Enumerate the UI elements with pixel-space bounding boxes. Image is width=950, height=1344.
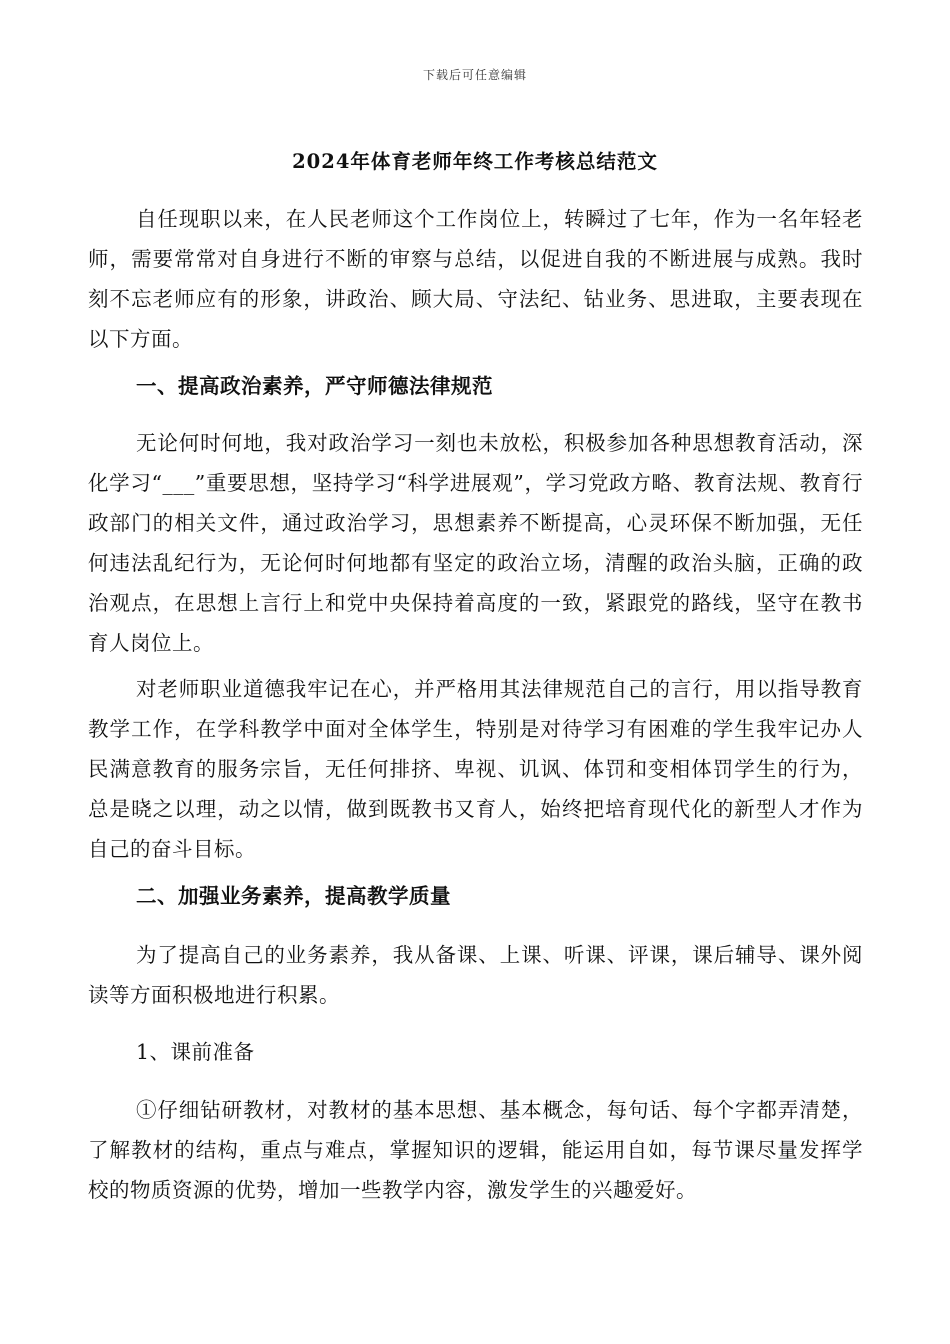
section2-heading: 二、加强业务素养，提高教学质量 <box>136 884 451 908</box>
section1-heading: 一、提高政治素养，严守师德法律规范 <box>136 374 493 398</box>
intro-paragraph: 自任现职以来，在人民老师这个工作岗位上，转瞬过了七年，作为一名年轻老师，需要常常对自身进行不断的审察与总结，以促进自我的不断进展与成熟。我时刻不忘老师应有的形象，讲政治、顾大局、守法纪、钻业务、思进取，主要表现在以下方面。 <box>88 207 863 351</box>
subheading-lesson-prep: 1、课前准备 <box>136 1040 255 1064</box>
document-title: 2024年体育老师年终工作考核总结范文 <box>292 150 658 173</box>
section1-paragraph-1: 无论何时何地，我对政治学习一刻也未放松，积极参加各种思想教育活动，深化学习“___”重要思想，坚持学习“科学进展观”，学习党政方略、教育法规、教育行政部门的相关文件，通过政治学习，思想素养不断提高，心灵环保不断加强，无任何违法乱纪行为，无论何时何地都有坚定的政治立场，清醒的政治头脑，正确的政治观点，在思想上言行上和党中央保持着高度的一致，紧跟党的路线，坚守在教书育人岗位上。 <box>88 431 863 655</box>
section2-paragraph-1: 为了提高自己的业务素养，我从备课、上课、听课、评课，课后辅导、课外阅读等方面积极地进行积累。 <box>88 943 863 1007</box>
header-note: 下载后可任意编辑 <box>422 68 527 82</box>
section2-paragraph-2: ①仔细钻研教材，对教材的基本思想、基本概念，每句话、每个字都弄清楚，了解教材的结构，重点与难点，掌握知识的逻辑，能运用自如，每节课尽量发挥学校的物质资源的优势，增加一些教学内容，激发学生的兴趣爱好。 <box>88 1098 863 1202</box>
section1-paragraph-2: 对老师职业道德我牢记在心，并严格用其法律规范自己的言行，用以指导教育教学工作，在学科教学中面对全体学生，特别是对待学习有困难的学生我牢记办人民满意教育的服务宗旨，无任何排挤、卑视、讥讽、体罚和变相体罚学生的行为，总是晓之以理，动之以情，做到既教书又育人，始终把培育现代化的新型人才作为自己的奋斗目标。 <box>88 677 863 861</box>
